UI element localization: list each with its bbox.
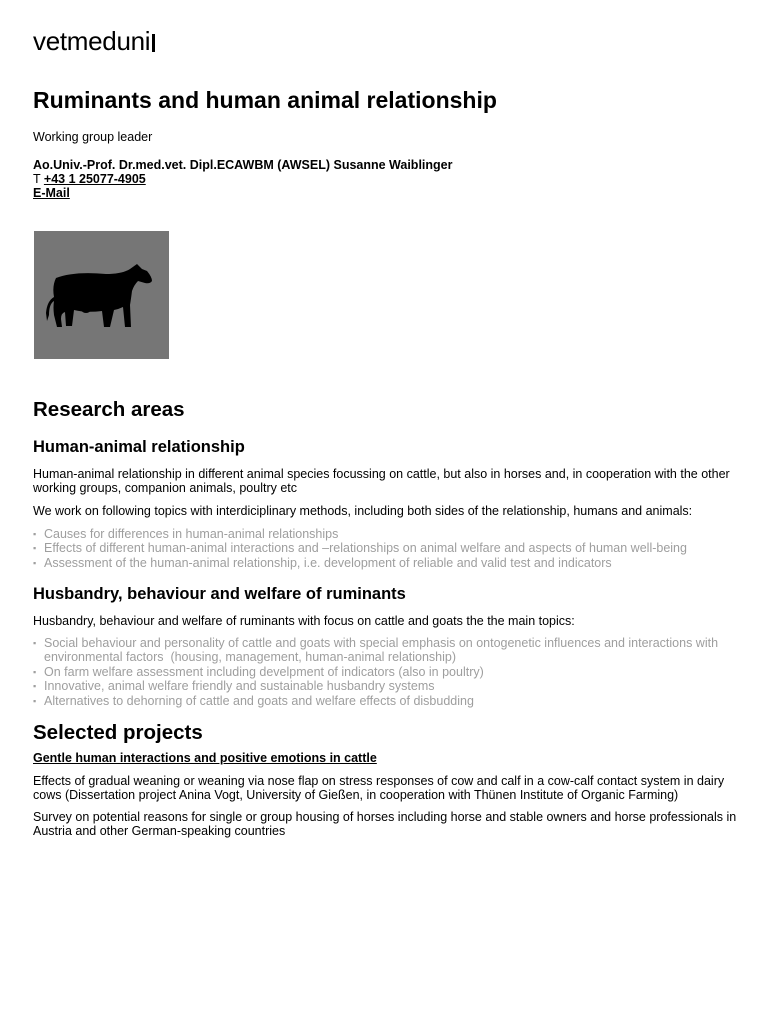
page-title: Ruminants and human animal relationship	[33, 87, 497, 113]
phone-line	[33, 172, 146, 186]
paragraph: We work on following topics with interdiciplinary methods, including both sides of the relationship, humans and animals:	[33, 504, 693, 518]
list-item: ▪ Assessment of the human-animal relationship, i.e. development of reliable and valid test and indicators	[33, 556, 733, 570]
role-label: Working group leader	[33, 130, 153, 144]
paragraph: Husbandry, behaviour and welfare of ruminants with focus on cattle and goats the the main topics:	[33, 614, 575, 628]
list-item: ▪ On farm welfare assessment including develpment of indicators (also in poultry)	[33, 665, 733, 679]
section-title-human-animal: Human-animal relationship	[33, 438, 245, 456]
topic-list	[33, 527, 733, 570]
paragraph: Human-animal relationship in different animal species focussing on cattle, but also in horses and, in cooperation with the other working groups, companion animals, poultry etc	[33, 467, 730, 496]
topic-list	[33, 636, 733, 708]
logo-bar	[152, 34, 155, 52]
phone-link[interactable]: +43 1 25077-4905	[43, 172, 146, 186]
contact-name: Ao.Univ.-Prof. Dr.med.vet. Dipl.ECAWBM (AWSEL) Susanne Waiblinger	[33, 158, 453, 172]
project-link[interactable]: Gentle human interactions and positive emotions in cattle	[33, 751, 377, 765]
paragraph: Effects of gradual weaning or weaning via nose flap on stress responses of cow and calf in a cow-calf contact system in dairy cows (Dissertation project Anina Vogt, University of Gießen, in cooperation with Thünen Institute of Organic Farming)	[33, 774, 725, 803]
email-line	[33, 186, 70, 200]
list-item: ▪ Social behaviour and personality of cattle and goats with special emphasis on ontogenetic influences and interactions with environmental factors (housing, management, human-animal relationship)	[33, 636, 733, 665]
group-image	[34, 231, 169, 359]
vetmeduni-logo[interactable]	[33, 26, 155, 56]
projects-heading: Selected projects	[33, 721, 203, 744]
section-title-husbandry: Husbandry, behaviour and welfare of ruminants	[33, 585, 406, 603]
phone-prefix: T	[33, 172, 41, 186]
list-item: ▪ Innovative, animal welfare friendly and sustainable husbandry systems	[33, 679, 733, 693]
list-item: ▪ Effects of different human-animal interactions and –relationships on animal welfare and aspects of human well-being	[33, 541, 733, 555]
logo-text: vetmeduni	[33, 26, 151, 56]
cow-icon	[34, 231, 169, 359]
email-link[interactable]: E-Mail	[33, 186, 70, 200]
paragraph: Survey on potential reasons for single or group housing of horses including horse and stable owners and horse professionals in Austria and other German-speaking countries	[33, 810, 737, 839]
list-item: ▪ Alternatives to dehorning of cattle and goats and welfare effects of disbudding	[33, 694, 733, 708]
list-item: ▪ Causes for differences in human-animal relationships	[33, 527, 733, 541]
research-heading: Research areas	[33, 398, 185, 421]
